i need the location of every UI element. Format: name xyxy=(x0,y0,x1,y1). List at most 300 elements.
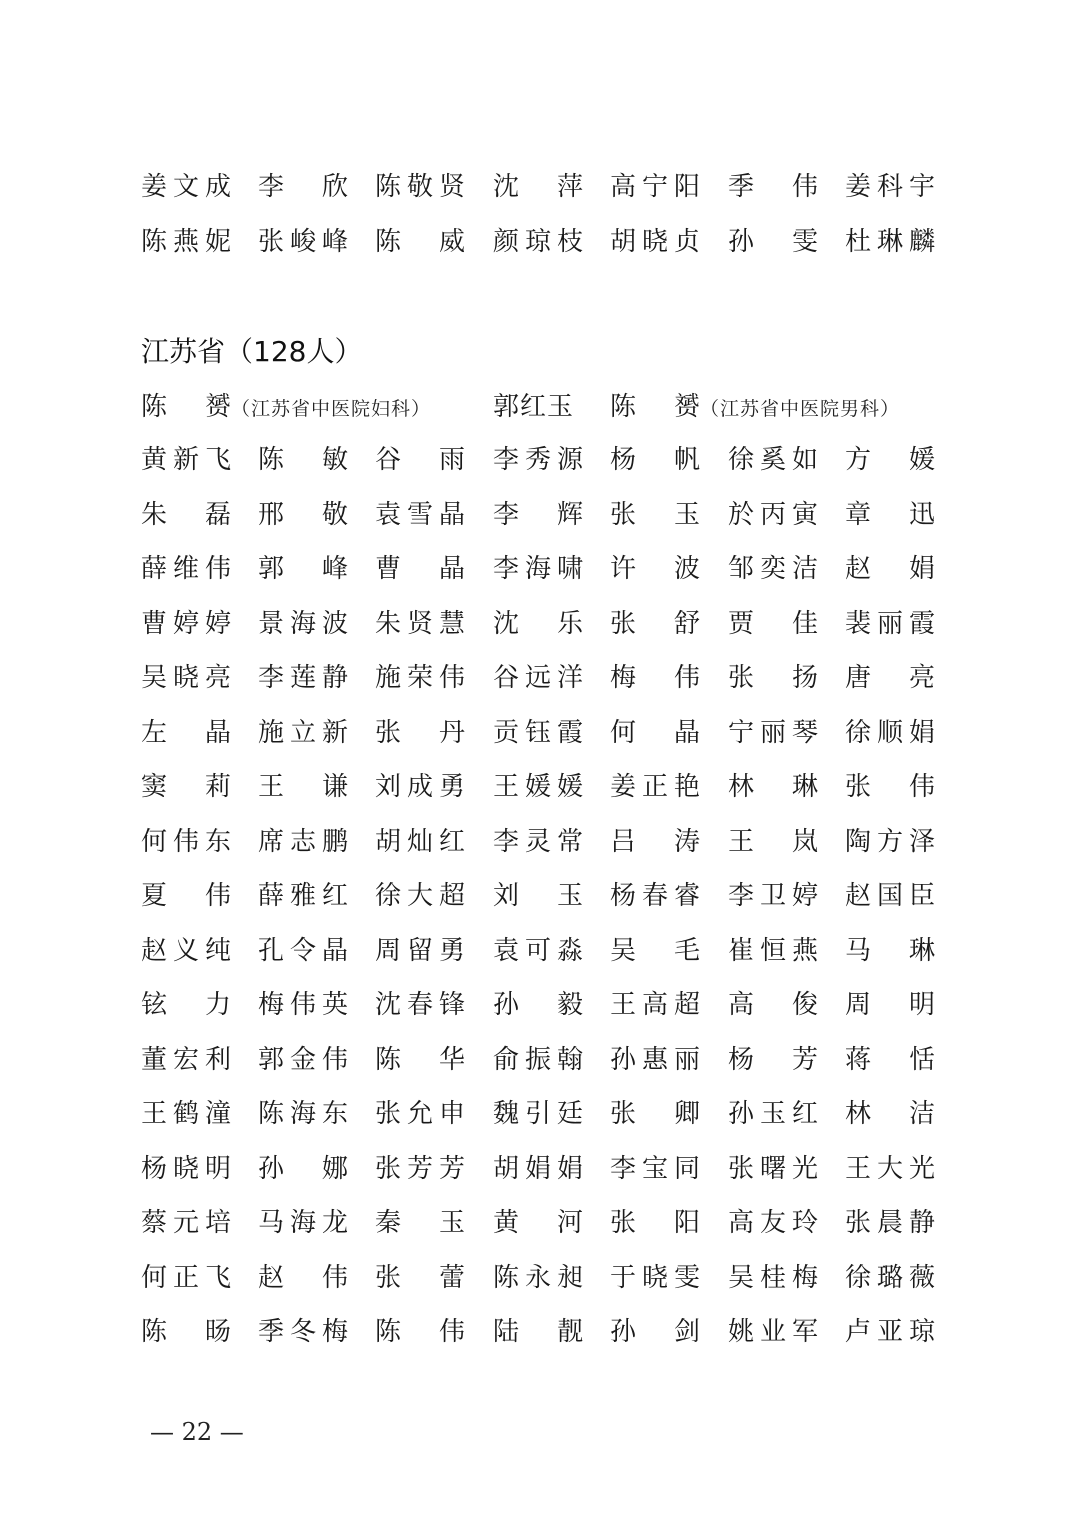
name-entry xyxy=(375,597,465,652)
name-char: 辉 xyxy=(556,499,583,530)
name-char: 波 xyxy=(673,554,700,584)
name-row xyxy=(141,1196,941,1251)
name-char: 伟 xyxy=(204,881,231,911)
name-row xyxy=(141,597,941,652)
name-char: 龙 xyxy=(321,1208,348,1238)
name-char: 吴 xyxy=(141,663,168,693)
name-char: 朱 xyxy=(375,608,402,639)
name-char: 裴 xyxy=(845,608,872,639)
name-char: 娟 xyxy=(556,1153,583,1184)
name-entry xyxy=(258,597,348,652)
name-char: 波 xyxy=(321,608,348,639)
name-entry xyxy=(610,1142,700,1197)
name-entry xyxy=(258,1305,348,1360)
name-entry xyxy=(610,651,700,706)
name-entry xyxy=(493,1196,583,1251)
name-char: 李 xyxy=(493,499,520,530)
name-entry xyxy=(845,1033,935,1088)
name-entry xyxy=(728,1251,818,1306)
name-entry xyxy=(375,160,465,215)
name-char: 张 xyxy=(375,1099,402,1129)
name-char: 杨 xyxy=(610,881,637,911)
name-entry xyxy=(493,706,583,761)
name-entry xyxy=(728,815,818,870)
name-char: 高 xyxy=(728,1208,755,1238)
name-char: 伟 xyxy=(289,990,316,1020)
name-char: 源 xyxy=(556,445,583,475)
affiliation-note: （江苏省中医院男科） xyxy=(700,398,901,420)
name-entry xyxy=(141,160,231,215)
name-entry xyxy=(728,978,818,1033)
name-char: 寅 xyxy=(791,499,818,530)
name-char: 徐 xyxy=(845,1262,872,1293)
name-char: 艳 xyxy=(673,772,700,802)
name-char: 荣 xyxy=(406,663,433,693)
name-char: 季 xyxy=(728,172,755,202)
name-char: 金 xyxy=(289,1044,316,1075)
name-entry xyxy=(141,706,231,761)
name-entry xyxy=(375,488,465,543)
name-char: 王 xyxy=(610,990,637,1020)
name-char: 伟 xyxy=(172,826,199,857)
name-char: 孔 xyxy=(258,935,285,966)
name-char: 明 xyxy=(908,990,935,1020)
name-char: 赵 xyxy=(258,1262,285,1293)
name-entry xyxy=(258,1087,348,1142)
name-char: 许 xyxy=(610,554,637,584)
name-char: 宏 xyxy=(172,1044,199,1075)
name-char: 魏 xyxy=(493,1099,520,1129)
name-entry xyxy=(141,542,231,597)
name-char: 莉 xyxy=(204,772,231,802)
name-char: 徐 xyxy=(375,881,402,911)
name-char: 纯 xyxy=(204,935,231,966)
name-row xyxy=(141,924,941,979)
name-char: 伟 xyxy=(438,663,465,693)
name-char: 芳 xyxy=(791,1044,818,1075)
name-char: 毅 xyxy=(556,990,583,1020)
name-entry xyxy=(493,1087,583,1142)
name-char: 洋 xyxy=(556,663,583,693)
name-char: 扬 xyxy=(791,663,818,693)
name-row xyxy=(141,433,941,488)
name-char: 海 xyxy=(289,608,316,639)
name-entry xyxy=(728,542,818,597)
name-char: 旸 xyxy=(204,1317,231,1347)
name-char: 梅 xyxy=(321,1317,348,1347)
name-char: 方 xyxy=(845,445,872,475)
name-char: 丽 xyxy=(876,608,903,639)
name-char: 陈 xyxy=(258,1099,285,1129)
name-char: 婷 xyxy=(791,881,818,911)
name-char: 睿 xyxy=(673,881,700,911)
name-char: 维 xyxy=(172,554,199,584)
name-entry xyxy=(845,869,935,924)
name-entry xyxy=(728,488,818,543)
name-char: 伟 xyxy=(321,1262,348,1293)
name-char: 娟 xyxy=(908,554,935,584)
name-char: 静 xyxy=(321,663,348,693)
name-char: 冬 xyxy=(289,1317,316,1347)
name-char: 张 xyxy=(375,1262,402,1293)
name-entry xyxy=(610,488,700,543)
name-char: 红 xyxy=(438,826,465,857)
name-entry xyxy=(493,1251,583,1306)
name-entry xyxy=(493,1142,583,1197)
name-char: 张 xyxy=(258,226,285,257)
name-entry xyxy=(258,1142,348,1197)
name-entry xyxy=(610,1087,700,1142)
name-char: 玉 xyxy=(438,1208,465,1238)
name-char: 贤 xyxy=(406,608,433,639)
name-entry xyxy=(728,433,818,488)
name-entry xyxy=(610,978,700,1033)
name-entry xyxy=(845,978,935,1033)
name-entry xyxy=(258,651,348,706)
name-char: 华 xyxy=(438,1044,465,1075)
name-char: 俞 xyxy=(493,1044,520,1075)
name-char: 伟 xyxy=(908,772,935,802)
name-char: 恬 xyxy=(908,1044,935,1075)
name-char: 玉 xyxy=(556,881,583,911)
name-char: 靓 xyxy=(556,1317,583,1347)
name-char: 谷 xyxy=(493,663,520,693)
name-char: 赵 xyxy=(141,935,168,966)
name-char: 勇 xyxy=(438,772,465,802)
affiliation-note: （江苏省中医院妇科） xyxy=(231,398,432,420)
name-char: 春 xyxy=(406,990,433,1020)
name-entry xyxy=(610,760,700,815)
name-char: 林 xyxy=(728,772,755,802)
name-char: 莲 xyxy=(289,663,316,693)
name-char: 婷 xyxy=(172,608,199,639)
name-char: 方 xyxy=(876,826,903,857)
name-char: 同 xyxy=(673,1153,700,1184)
name-char: 灿 xyxy=(406,826,433,857)
name-char: 晨 xyxy=(876,1208,903,1238)
name-char: 琼 xyxy=(524,226,551,257)
name-char: 振 xyxy=(524,1044,551,1075)
name-entry xyxy=(845,1196,935,1251)
name-char: 陶 xyxy=(845,826,872,857)
name-char: 佳 xyxy=(791,608,818,639)
name-char: 文 xyxy=(172,172,199,202)
name-char: 窦 xyxy=(141,772,168,802)
name-entry xyxy=(258,924,348,979)
name-char: 胡 xyxy=(493,1153,520,1184)
name-char: 超 xyxy=(438,881,465,911)
name-char: 娟 xyxy=(524,1153,551,1184)
name-entry xyxy=(141,1251,231,1306)
name-entry xyxy=(610,597,700,652)
name-char: 章 xyxy=(845,499,872,530)
name-char: 丽 xyxy=(673,1044,700,1075)
name-entry xyxy=(728,1305,818,1360)
name-row xyxy=(141,706,941,761)
name-row xyxy=(141,869,941,924)
name-entry xyxy=(493,760,583,815)
name-char: 晓 xyxy=(641,1262,668,1293)
name-char: 李 xyxy=(493,554,520,584)
name-list-continued xyxy=(141,160,941,269)
name-char: 利 xyxy=(204,1044,231,1075)
name-char: 李 xyxy=(610,1153,637,1184)
name-entry xyxy=(610,706,700,761)
name-char: 秦 xyxy=(375,1208,402,1238)
name-char: 霞 xyxy=(556,717,583,748)
name-entry xyxy=(845,1142,935,1197)
name-char: 王 xyxy=(258,772,285,802)
name-entry xyxy=(493,869,583,924)
name-char: 涛 xyxy=(673,826,700,857)
name-char: 洁 xyxy=(791,554,818,584)
name-char: 枝 xyxy=(556,226,583,257)
name-char: 正 xyxy=(641,772,668,802)
name-char: 陈 xyxy=(610,392,637,422)
name-char: 梅 xyxy=(791,1262,818,1293)
name-entry xyxy=(375,1087,465,1142)
name-char: 飞 xyxy=(204,445,231,475)
name-char: 玉 xyxy=(673,499,700,530)
name-char: 陈 xyxy=(375,172,402,202)
name-char: 谦 xyxy=(321,772,348,802)
name-char: 张 xyxy=(845,772,872,802)
name-entry xyxy=(728,760,818,815)
name-char: 立 xyxy=(289,717,316,748)
name-char: 乐 xyxy=(556,608,583,639)
name-char: 崔 xyxy=(728,935,755,966)
name-row xyxy=(141,760,941,815)
name-entry xyxy=(728,706,818,761)
name-char: 姜 xyxy=(610,772,637,802)
name-char: 媛 xyxy=(908,445,935,475)
name-char: 国 xyxy=(876,881,903,911)
name-char: 令 xyxy=(289,935,316,966)
name-char: 晓 xyxy=(172,663,199,693)
name-char: 曹 xyxy=(141,608,168,639)
name-char: 薇 xyxy=(908,1262,935,1293)
name-char: 杨 xyxy=(728,1044,755,1075)
name-entry xyxy=(258,869,348,924)
name-entry xyxy=(375,1305,465,1360)
name-char: 远 xyxy=(524,663,551,693)
name-char: 晶 xyxy=(321,935,348,966)
name-entry xyxy=(610,1196,700,1251)
name-char: 袁 xyxy=(493,935,520,966)
name-char: 霞 xyxy=(908,608,935,639)
name-entry xyxy=(375,924,465,979)
name-char: 王 xyxy=(845,1153,872,1184)
name-char: 阳 xyxy=(673,172,700,202)
name-char: 杨 xyxy=(610,445,637,475)
name-char: 啸 xyxy=(556,554,583,584)
name-char: 王 xyxy=(493,772,520,802)
name-char: 雨 xyxy=(438,445,465,475)
name-char: 廷 xyxy=(556,1099,583,1129)
page-number: — 22 — xyxy=(150,1418,244,1446)
name-char: 敬 xyxy=(321,499,348,530)
name-entry xyxy=(845,160,935,215)
name-char: 周 xyxy=(375,935,402,966)
name-entry xyxy=(728,1087,818,1142)
name-char: 娜 xyxy=(321,1153,348,1184)
name-entry xyxy=(493,1305,583,1360)
name-char: 燕 xyxy=(791,935,818,966)
name-char: 超 xyxy=(673,990,700,1020)
name-char: 义 xyxy=(172,935,199,966)
name-entry xyxy=(258,978,348,1033)
name-char: 李 xyxy=(258,172,285,202)
name-char: 施 xyxy=(375,663,402,693)
name-char: 河 xyxy=(556,1208,583,1238)
name-char: 于 xyxy=(610,1262,637,1293)
name-char: 陈 xyxy=(258,445,285,475)
name-entry xyxy=(728,1033,818,1088)
name-row xyxy=(141,1251,941,1306)
name-char: 潼 xyxy=(204,1099,231,1129)
name-entry xyxy=(493,433,583,488)
name-char: 宇 xyxy=(908,172,935,202)
name-char: 蕾 xyxy=(438,1262,465,1293)
name-char: 赟 xyxy=(204,392,231,422)
name-char: 淼 xyxy=(556,935,583,966)
name-char: 贡 xyxy=(493,717,520,748)
name-char: 红 xyxy=(321,881,348,911)
name-char: 峰 xyxy=(321,554,348,584)
name-char: 郭 xyxy=(258,1044,285,1075)
name-char: 恒 xyxy=(759,935,786,966)
name-entry xyxy=(493,215,583,270)
name-char: 友 xyxy=(759,1208,786,1238)
name-char: 铉 xyxy=(141,990,168,1020)
name-char: 琳 xyxy=(791,772,818,802)
name-char: 秀 xyxy=(524,445,551,475)
name-char: 峰 xyxy=(321,226,348,257)
name-entry xyxy=(375,1251,465,1306)
name-char: 剑 xyxy=(673,1317,700,1347)
name-char: 力 xyxy=(204,990,231,1020)
name-entry xyxy=(610,215,700,270)
name-char: 颜 xyxy=(493,226,520,257)
name-char: 如 xyxy=(791,445,818,475)
name-char: 洁 xyxy=(908,1099,935,1129)
name-char: 宁 xyxy=(641,172,668,202)
name-entry xyxy=(258,760,348,815)
name-char: 奕 xyxy=(759,554,786,584)
name-char: 姜 xyxy=(845,172,872,202)
name-char: 黄 xyxy=(141,445,168,475)
name-char: 晓 xyxy=(641,226,668,257)
name-row xyxy=(141,651,941,706)
name-char: 晶 xyxy=(438,554,465,584)
name-char: 英 xyxy=(321,990,348,1020)
name-char: 亮 xyxy=(204,663,231,693)
name-char: 元 xyxy=(172,1208,199,1238)
name-char: 鹏 xyxy=(321,826,348,857)
name-entry xyxy=(610,433,700,488)
name-char: 奚 xyxy=(759,445,786,475)
name-entry-with-note xyxy=(141,380,431,437)
name-char: 曙 xyxy=(759,1153,786,1184)
name-char: 李 xyxy=(493,826,520,857)
name-char: 何 xyxy=(141,826,168,857)
name-char: 可 xyxy=(524,935,551,966)
name-char: 光 xyxy=(791,1153,818,1184)
name-row xyxy=(141,160,941,215)
name-char: 伟 xyxy=(204,554,231,584)
name-text xyxy=(610,380,700,435)
name-entry xyxy=(375,433,465,488)
name-char: 媛 xyxy=(524,772,551,802)
name-char: 左 xyxy=(141,717,168,748)
name-entry xyxy=(493,380,574,435)
name-char: 孙 xyxy=(493,990,520,1020)
name-entry xyxy=(141,978,231,1033)
name-char: 高 xyxy=(728,990,755,1020)
name-char: 张 xyxy=(610,499,637,530)
name-char: 杜 xyxy=(845,226,872,257)
name-entry xyxy=(845,215,935,270)
name-char: 李 xyxy=(258,663,285,693)
name-entry xyxy=(845,433,935,488)
name-entry xyxy=(375,542,465,597)
name-entry xyxy=(258,706,348,761)
name-entry xyxy=(258,1251,348,1306)
name-char: 伟 xyxy=(673,663,700,693)
name-char: 正 xyxy=(172,1262,199,1293)
name-char: 钰 xyxy=(524,717,551,748)
name-char: 海 xyxy=(289,1099,316,1129)
name-char: 永 xyxy=(524,1262,551,1293)
name-char: 新 xyxy=(321,717,348,748)
name-char: 成 xyxy=(406,772,433,802)
name-char: 允 xyxy=(406,1099,433,1129)
name-char: 勇 xyxy=(438,935,465,966)
name-char: 静 xyxy=(908,1208,935,1238)
name-char: 晶 xyxy=(673,717,700,748)
name-char: 琳 xyxy=(876,226,903,257)
name-char: 阳 xyxy=(673,1208,700,1238)
name-char: 留 xyxy=(406,935,433,966)
name-entry xyxy=(141,1196,231,1251)
name-entry xyxy=(728,869,818,924)
name-entry xyxy=(141,433,231,488)
name-char: 雪 xyxy=(406,499,433,530)
name-entry xyxy=(493,924,583,979)
name-char: 伟 xyxy=(438,1317,465,1347)
name-char: 梅 xyxy=(258,990,285,1020)
name-entry xyxy=(493,815,583,870)
name-char: 峻 xyxy=(289,226,316,257)
name-entry xyxy=(258,1196,348,1251)
name-char: 陆 xyxy=(493,1317,520,1347)
name-char: 萍 xyxy=(556,172,583,202)
name-char: 吴 xyxy=(610,935,637,966)
name-row xyxy=(141,978,941,1033)
name-entry xyxy=(258,488,348,543)
name-char: 琳 xyxy=(908,935,935,966)
name-entry xyxy=(728,1142,818,1197)
name-char: 赵 xyxy=(845,881,872,911)
name-char: 鹤 xyxy=(172,1099,199,1129)
name-char: 张 xyxy=(375,717,402,748)
name-char: 昶 xyxy=(556,1262,583,1293)
name-char: 敏 xyxy=(321,445,348,475)
name-char: 卢 xyxy=(845,1317,872,1347)
name-entry xyxy=(845,706,935,761)
name-char: 光 xyxy=(908,1153,935,1184)
name-char: 陈 xyxy=(375,226,402,257)
